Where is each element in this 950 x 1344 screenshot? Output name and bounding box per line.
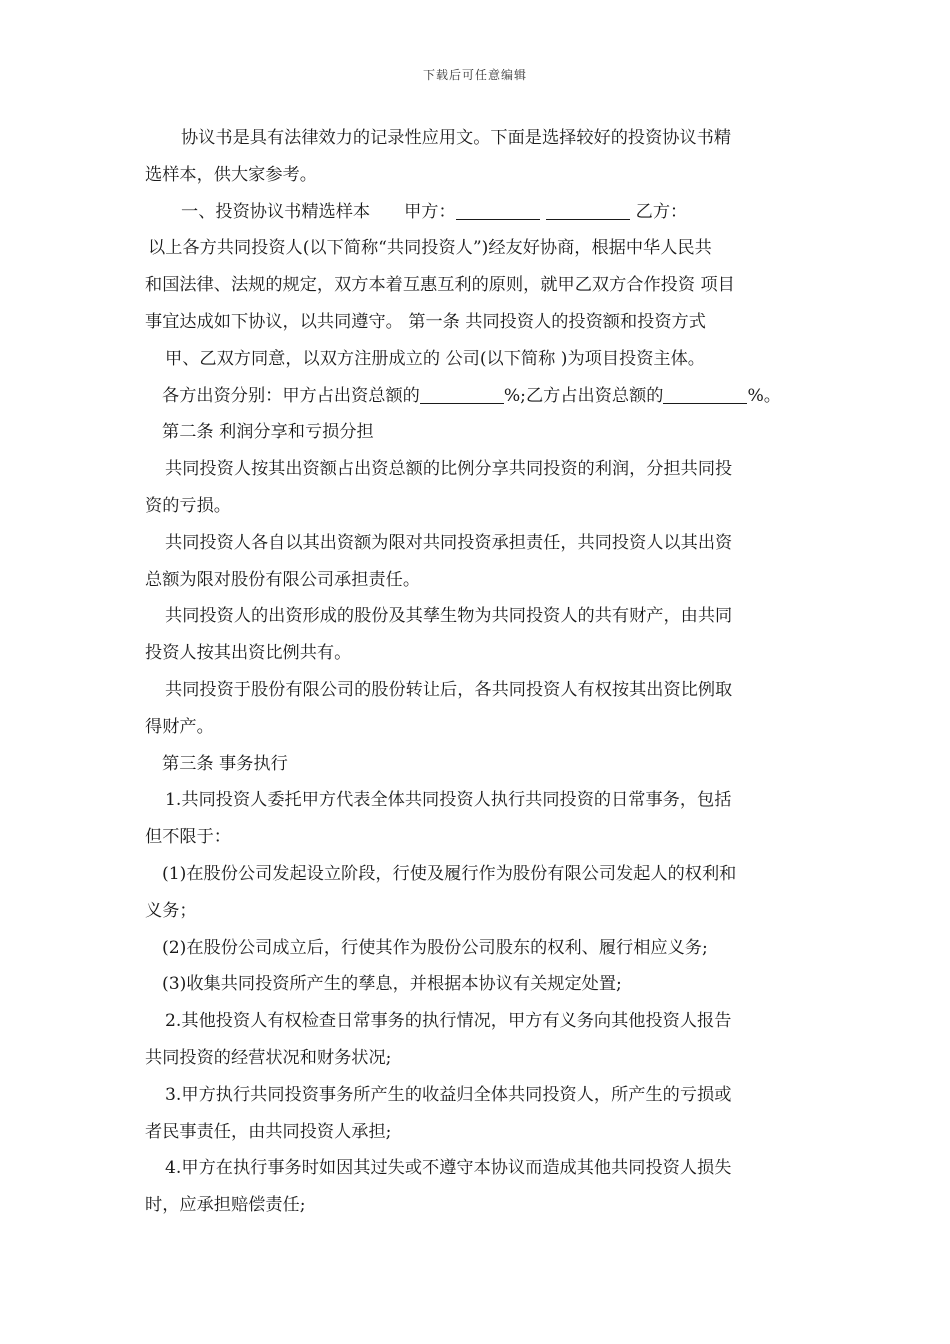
list-item: 3.甲方执行共同投资事务所产生的收益归全体共同投资人，所产生的亏损或 <box>165 1084 732 1105</box>
paragraph-line: 共同投资人各自以其出资额为限对共同投资承担责任，共同投资人以其出资 <box>165 532 733 553</box>
sub-item: (1)在股份公司发起设立阶段，行使及履行作为股份有限公司发起人的权利和 <box>162 863 737 884</box>
paragraph-line: 甲、乙双方同意，以双方注册成立的 公司(以下简称 )为项目投资主体。 <box>165 348 705 369</box>
list-item: 1.共同投资人委托甲方代表全体共同投资人执行共同投资的日常事务，包括 <box>165 790 732 811</box>
article-heading: 第三条 事务执行 <box>162 753 288 774</box>
contribution-text-c: %。 <box>747 385 781 406</box>
list-item-continuation: 共同投资的经营状况和财务状况; <box>145 1047 392 1068</box>
paragraph-line: 以上各方共同投资人(以下简称“共同投资人”)经友好协商，根据中华人民共 <box>148 238 712 259</box>
paragraph-line: 事宜达成如下协议，以共同遵守。 第一条 共同投资人的投资额和投资方式 <box>145 311 706 332</box>
party-a-blank-2 <box>546 201 630 220</box>
party-b-percent-blank <box>663 385 747 404</box>
party-a-percent-blank <box>420 385 504 404</box>
list-item: 4.甲方在执行事务时如因其过失或不遵守本协议而造成其他共同投资人损失 <box>165 1158 732 1179</box>
section-line <box>145 194 817 231</box>
paragraph-line: 选样本，供大家参考。 <box>145 164 317 185</box>
paragraph-line: 共同投资于股份有限公司的股份转让后，各共同投资人有权按其出资比例取 <box>165 679 733 700</box>
contribution-line <box>145 378 817 415</box>
page-header: 下载后可任意编辑 <box>422 68 527 82</box>
article-heading: 第二条 利润分享和亏损分担 <box>162 422 374 443</box>
party-b-label: 乙方： <box>635 201 688 222</box>
paragraph-line: 和国法律、法规的规定，双方本着互惠互利的原则，就甲乙双方合作投资 项目 <box>145 275 735 296</box>
list-item: 2.其他投资人有权检查日常事务的执行情况，甲方有义务向其他投资人报告 <box>165 1011 732 1032</box>
party-a-label: 甲方： <box>404 201 456 222</box>
paragraph-line: 共同投资人的出资形成的股份及其孳生物为共同投资人的共有财产，由共同 <box>165 606 733 627</box>
paragraph-line: 得财产。 <box>145 716 214 737</box>
list-item-continuation: 但不限于： <box>145 827 231 848</box>
party-a-blank <box>456 201 540 220</box>
document-body <box>145 120 817 1224</box>
contribution-text-a: 各方出资分别：甲方占出资总额的 <box>162 385 420 406</box>
sub-item: (2)在股份公司成立后，行使其作为股份公司股东的权利、履行相应义务; <box>162 937 708 958</box>
sub-item-continuation: 义务； <box>145 900 197 921</box>
paragraph-line: 总额为限对股份有限公司承担责任。 <box>145 569 421 590</box>
sub-item: (3)收集共同投资所产生的孳息，并根据本协议有关规定处置; <box>162 974 622 995</box>
contribution-text-b: %;乙方占出资总额的 <box>503 385 664 406</box>
paragraph-line: 共同投资人按其出资额占出资总额的比例分享共同投资的利润，分担共同投 <box>165 459 733 480</box>
list-item-continuation: 者民事责任，由共同投资人承担; <box>145 1121 392 1142</box>
paragraph-line: 投资人按其出资比例共有。 <box>145 643 352 664</box>
paragraph-line: 协议书是具有法律效力的记录性应用文。下面是选择较好的投资协议书精 <box>181 128 732 148</box>
section-title: 一、投资协议书精选样本 <box>181 201 371 222</box>
list-item-continuation: 时，应承担赔偿责任; <box>145 1195 306 1216</box>
paragraph-line: 资的亏损。 <box>145 495 231 516</box>
